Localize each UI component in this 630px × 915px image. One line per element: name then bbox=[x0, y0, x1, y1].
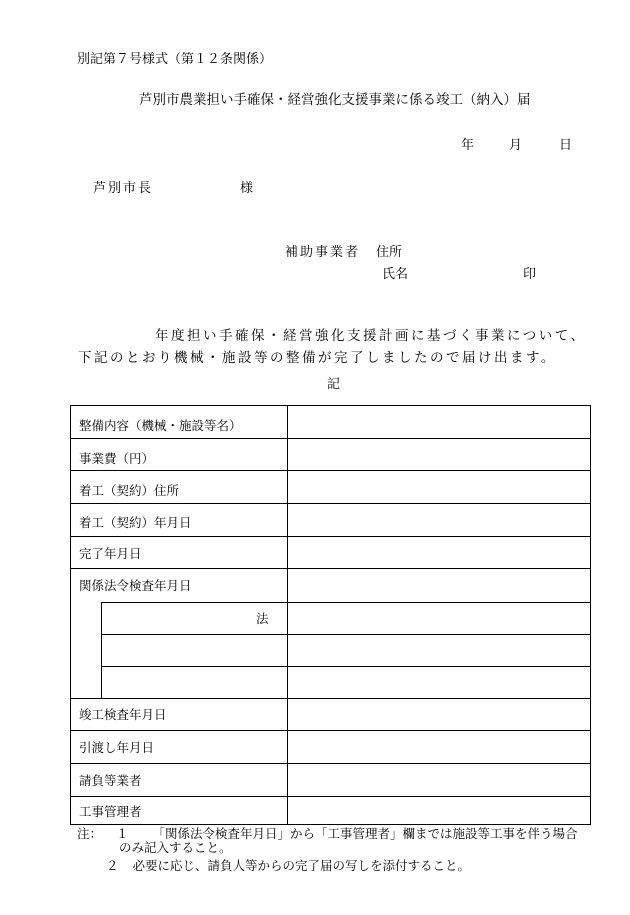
date-line bbox=[461, 139, 572, 152]
row-label-equipment: 整備内容（機械・施設等名） bbox=[79, 418, 242, 433]
applicant-label: 補助事業者 bbox=[285, 245, 361, 260]
row-label-final-inspection: 竣工検査年月日 bbox=[79, 707, 167, 722]
row-line bbox=[71, 568, 590, 569]
note-1 bbox=[77, 828, 578, 841]
row-line bbox=[101, 666, 590, 667]
row-label-construction-manager: 工事管理者 bbox=[79, 804, 142, 819]
document-title: 芦別市農業担い手確保・経営強化支援事業に係る竣工（納入）届 bbox=[139, 92, 531, 108]
applicant-address-label: 住所 bbox=[376, 245, 403, 260]
row-label-contractor: 請負等業者 bbox=[79, 773, 142, 788]
note-1-number: １ bbox=[116, 826, 129, 841]
row-line bbox=[71, 438, 590, 439]
sub-row-indent-line bbox=[101, 602, 102, 698]
addressee-honorific: 様 bbox=[240, 181, 254, 196]
row-line bbox=[71, 470, 590, 471]
row-label-contract-address: 着工（契約）住所 bbox=[79, 483, 180, 498]
body-text-line-2: 下記のとおり機械・施設等の整備が完了しましたので届け出ます。 bbox=[78, 350, 557, 366]
ki-heading: 記 bbox=[327, 377, 341, 392]
date-month-label: 月 bbox=[509, 138, 523, 153]
row-label-project-cost: 事業費（円） bbox=[79, 451, 155, 466]
row-line bbox=[71, 796, 590, 797]
row-label-handover-date: 引渡し年月日 bbox=[79, 740, 155, 755]
row-line bbox=[71, 763, 590, 764]
date-day-label: 日 bbox=[559, 138, 573, 153]
row-line bbox=[101, 602, 590, 603]
note-prefix: 注： bbox=[77, 826, 103, 841]
note-1-text: 「関係法令検査年月日」から「工事管理者」欄までは施設等工事を伴う場合 bbox=[152, 826, 578, 841]
applicant-name-label: 氏名 bbox=[382, 267, 409, 282]
row-label-inspection-date: 関係法令検査年月日 bbox=[79, 578, 192, 593]
sub-row-label-law: 法 bbox=[256, 611, 269, 626]
row-line bbox=[101, 634, 590, 635]
row-label-completion-date: 完了年月日 bbox=[79, 546, 142, 561]
seal-mark: 印 bbox=[523, 267, 537, 282]
addressee bbox=[93, 182, 253, 195]
date-year-label: 年 bbox=[461, 138, 475, 153]
applicant-name-line bbox=[382, 268, 536, 281]
row-line bbox=[71, 536, 590, 537]
completion-table bbox=[70, 405, 591, 825]
note-2 bbox=[106, 860, 470, 873]
row-line bbox=[71, 730, 590, 731]
note-2-text: 必要に応じ、請負人等からの完了届の写しを添付すること。 bbox=[132, 858, 471, 873]
note-1-continued: のみ記入すること。 bbox=[119, 840, 232, 855]
form-number: 別記第７号様式（第１２条関係） bbox=[77, 52, 273, 67]
body-text-line-1: 年度担い手確保・経営強化支援計画に基づく事業について、 bbox=[155, 328, 587, 344]
row-line bbox=[71, 503, 590, 504]
note-2-number: ２ bbox=[106, 858, 119, 873]
addressee-name: 芦別市長 bbox=[93, 181, 154, 196]
row-label-contract-date: 着工（契約）年月日 bbox=[79, 515, 192, 530]
applicant-address-line bbox=[285, 246, 402, 259]
row-line bbox=[71, 698, 590, 699]
